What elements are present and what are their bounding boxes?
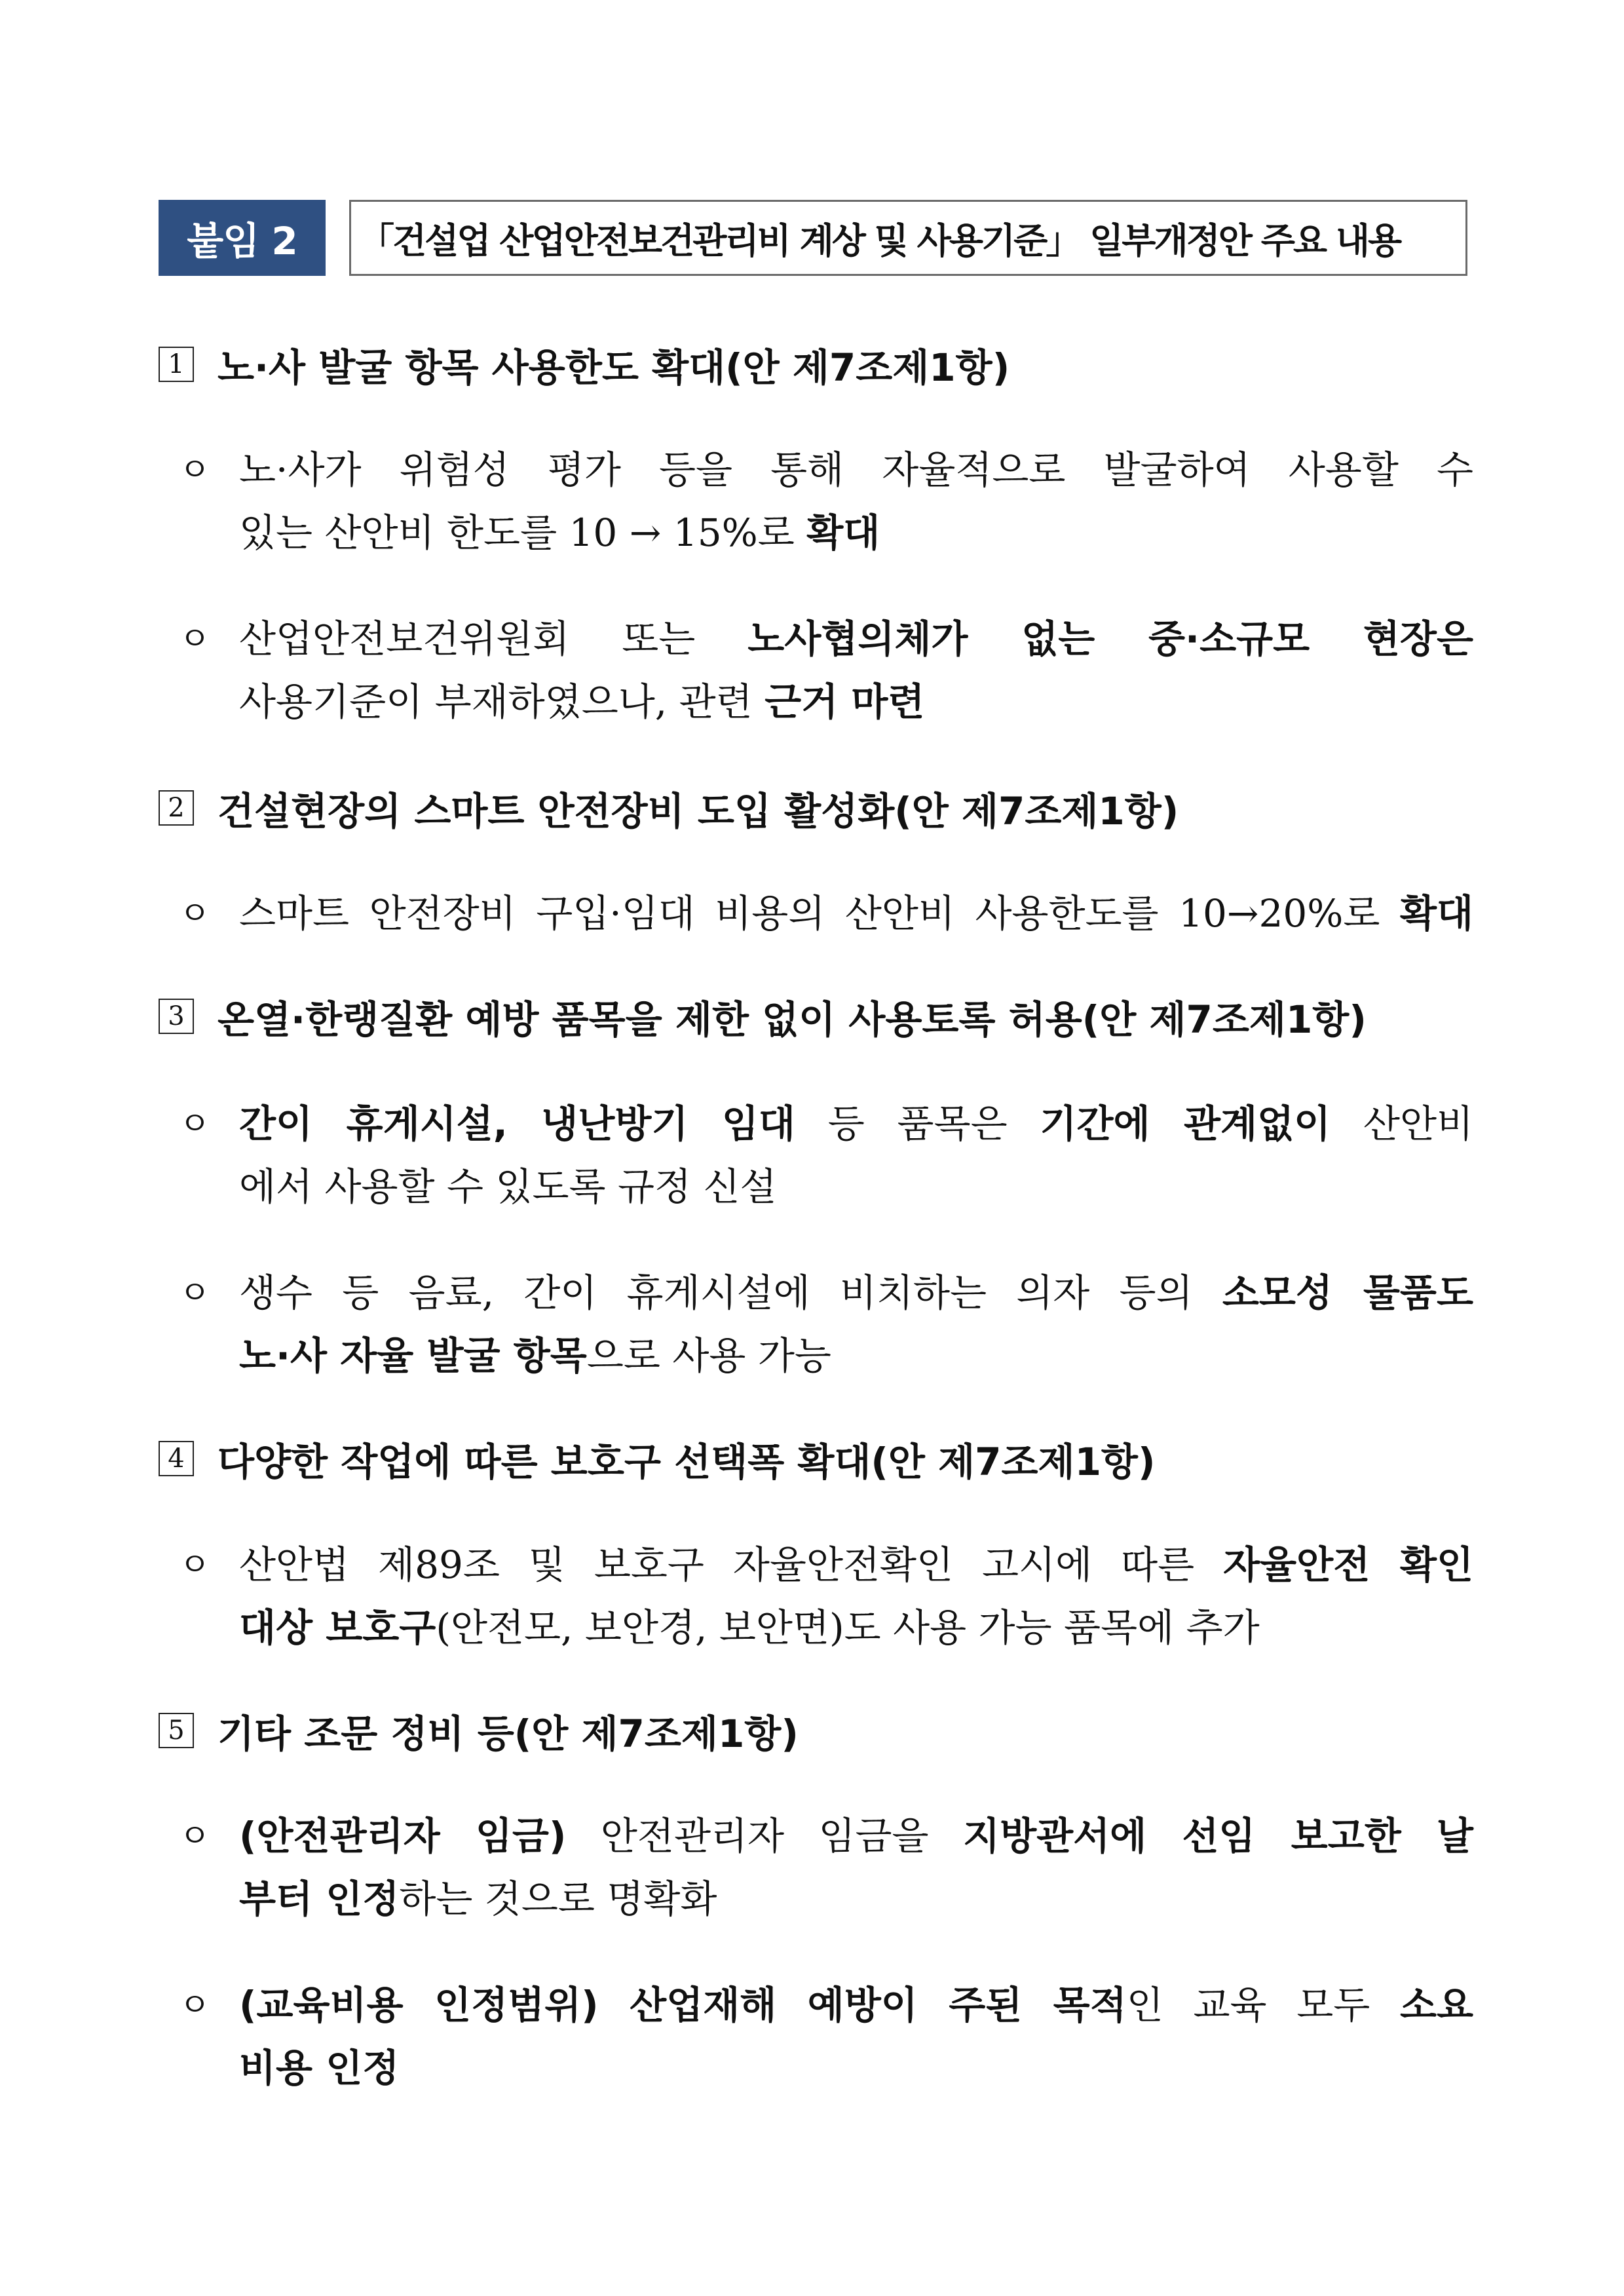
bullet-text-line	[239, 607, 1473, 670]
section-5-heading	[159, 1704, 1473, 1757]
bullet-item	[179, 1974, 1473, 2099]
bullet-text	[239, 1974, 1473, 2099]
bullet-item	[179, 882, 1473, 945]
bullet-text-line	[239, 882, 1473, 945]
emphasized-text-segment: 확대	[806, 510, 880, 555]
emphasized-text-segment: 부터 인정	[239, 1877, 400, 1921]
emphasized-text-segment: 지방관서에 선임 보고한 날	[963, 1814, 1473, 1858]
bullet-item	[179, 1261, 1473, 1387]
emphasized-text-segment: 소모성 물품도	[1222, 1271, 1473, 1315]
document-title: 「건설업 산업안전보건관리비 계상 및 사용기준」 일부개정안 주요 내용	[359, 220, 1401, 261]
bullet-text-line	[239, 2037, 1473, 2099]
text-segment: 산업안전보건위원회 또는	[239, 617, 748, 661]
text-segment: 으로 사용 가능	[586, 1333, 831, 1378]
bullet-marker: ㅇ	[179, 451, 211, 489]
section-heading-text: 다양한 작업에 따른 보호구 선택폭 확대(안 제7조제1항)	[217, 1440, 1156, 1484]
text-segment: 인 교육 모두	[1126, 1983, 1400, 2027]
text-segment: 노·사가 위험성 평가 등을 통해 자율적으로 발굴하여 사용할 수	[239, 448, 1473, 492]
section-number-box: 4	[159, 1441, 194, 1476]
emphasized-text-segment: (안전관리자 임금)	[239, 1814, 567, 1858]
bullet-text	[239, 882, 1473, 945]
bullet-text-line	[239, 1261, 1473, 1324]
text-segment: 하는 것으로 명확화	[399, 1877, 717, 1921]
attachment-label: 붙임 2	[159, 200, 326, 276]
emphasized-text-segment: (교육비용 인정범위) 산업재해 예방이 주된 목적	[239, 1983, 1127, 2027]
bullet-text-line	[239, 670, 1473, 733]
bullet-text	[239, 438, 1473, 564]
emphasized-text-segment: 소요	[1399, 1983, 1474, 2027]
bullet-item	[179, 438, 1473, 564]
bullet-text-line	[239, 1867, 1473, 1930]
bullet-marker: ㅇ	[179, 1986, 211, 2024]
bullet-marker: ㅇ	[179, 620, 211, 658]
bullet-text	[239, 1092, 1473, 1218]
text-segment: 산안비	[1331, 1101, 1473, 1146]
emphasized-text-segment: 비용 인정	[239, 2046, 400, 2090]
section-heading-text: 건설현장의 스마트 안전장비 도입 활성화(안 제7조제1항)	[217, 789, 1179, 833]
text-segment: 에서 사용할 수 있도록 규정 신설	[239, 1164, 777, 1209]
text-segment: 산안법 제89조 및 보호구 자율안전확인 고시에 따른	[239, 1542, 1224, 1587]
section-4-heading	[159, 1432, 1473, 1485]
text-segment: 있는 산안비 한도를 10 → 15%로	[239, 510, 807, 555]
bullet-text-line	[239, 1974, 1473, 2037]
bullet-text-line	[239, 1533, 1473, 1596]
bullet-text	[239, 607, 1473, 733]
emphasized-text-segment: 기간에 관계없이	[1040, 1101, 1331, 1146]
bullet-item	[179, 1092, 1473, 1218]
emphasized-text-segment: 노·사 자율 발굴 항목	[239, 1333, 587, 1378]
emphasized-text-segment: 확대	[1399, 891, 1473, 936]
emphasized-text-segment: 노사협의체가 없는 중·소규모 현장은	[747, 617, 1473, 661]
section-3-heading	[159, 990, 1473, 1043]
bullet-text-line	[239, 1155, 1473, 1218]
section-heading-text: 기타 조문 정비 등(안 제7조제1항)	[217, 1712, 799, 1756]
bullet-text-line	[239, 438, 1473, 501]
bullet-text	[239, 1261, 1473, 1387]
text-segment: 생수 등 음료, 간이 휴게시설에 비치하는 의자 등의	[239, 1271, 1222, 1315]
emphasized-text-segment: 자율안전 확인	[1223, 1542, 1473, 1587]
text-segment: 스마트 안전장비 구입·임대 비용의 산안비 사용한도를 10→20%로	[239, 891, 1400, 936]
bullet-text-line	[239, 1092, 1473, 1155]
emphasized-text-segment: 대상 보호구	[239, 1605, 436, 1650]
section-number-box: 1	[159, 347, 194, 382]
section-2-heading	[159, 782, 1473, 834]
section-1-heading	[159, 338, 1473, 391]
bullet-text-line	[239, 1324, 1473, 1387]
bullet-text-line	[239, 1596, 1473, 1659]
bullet-marker: ㅇ	[179, 1105, 211, 1143]
bullet-text-line	[239, 1805, 1473, 1867]
text-segment: (안전모, 보안경, 보안면)도 사용 가능 품목에 추가	[436, 1605, 1260, 1650]
bullet-text	[239, 1533, 1473, 1659]
text-segment: 등 품목은	[795, 1101, 1040, 1146]
bullet-item	[179, 607, 1473, 733]
bullet-marker: ㅇ	[179, 1274, 211, 1312]
bullet-marker: ㅇ	[179, 1817, 211, 1855]
text-segment: 안전관리자 임금을	[566, 1814, 964, 1858]
section-heading-text: 온열·한랭질환 예방 품목을 제한 없이 사용토록 허용(안 제7조제1항)	[217, 997, 1367, 1042]
emphasized-text-segment: 간이 휴게시설, 냉난방기 임대	[239, 1101, 795, 1146]
bullet-marker: ㅇ	[179, 894, 211, 932]
section-number-box: 5	[159, 1713, 194, 1748]
section-number-box: 2	[159, 790, 194, 826]
section-number-box: 3	[159, 999, 194, 1034]
bullet-item	[179, 1533, 1473, 1659]
bullet-item	[179, 1805, 1473, 1930]
section-heading-text: 노·사 발굴 항목 사용한도 확대(안 제7조제1항)	[217, 345, 1010, 390]
bullet-marker: ㅇ	[179, 1546, 211, 1584]
emphasized-text-segment: 근거 마련	[765, 679, 925, 724]
document-title-box	[349, 200, 1467, 276]
bullet-text-line	[239, 501, 1473, 564]
text-segment: 사용기준이 부재하였으나, 관련	[239, 679, 765, 724]
bullet-text	[239, 1805, 1473, 1930]
